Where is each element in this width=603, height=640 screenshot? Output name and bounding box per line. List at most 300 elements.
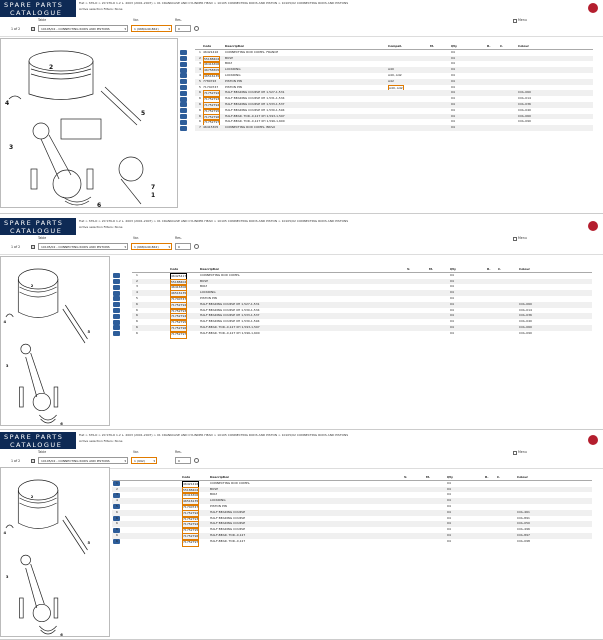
row-ref-number: 4 (199, 67, 201, 72)
part-colour: COL-040 (519, 319, 532, 324)
variant-select[interactable] (131, 25, 172, 32)
header-c[interactable]: C. (497, 475, 501, 479)
part-colour: COL-090 (519, 330, 532, 335)
part-qty: 04 (450, 278, 454, 283)
chevron-down-icon: ▾ (124, 459, 126, 463)
parts-table-row[interactable] (132, 331, 592, 337)
part-description: HALF BEARING COUPLE 0H 1,527-1,531 (225, 90, 285, 95)
table-select[interactable] (38, 457, 128, 464)
header-m[interactable]: M. (426, 475, 431, 479)
header-v[interactable]: V. (404, 475, 408, 479)
row-ref-number: 6 (199, 113, 201, 118)
part-qty: 04 (450, 284, 454, 289)
callout-2[interactable]: 2 (30, 284, 34, 288)
part-qty: 04 (450, 319, 454, 324)
variant-label: Var. (133, 18, 139, 22)
part-qty: 04 (447, 521, 451, 526)
part-code-link[interactable]: 71752795 (203, 108, 220, 116)
part-code-link[interactable]: 71752796 (182, 533, 199, 541)
table-selector-row (0, 17, 603, 37)
part-colour: COL-060 (518, 113, 531, 118)
part-thumbnail-icon[interactable] (180, 73, 187, 78)
chevron-down-icon: ▾ (168, 27, 170, 31)
part-description: HALF-BEAR. TOR.-0,127 0H 1,593-1,597 (200, 325, 260, 329)
table-icon[interactable] (31, 459, 35, 463)
part-qty: 04 (450, 325, 454, 329)
callout-2[interactable]: 2 (30, 495, 34, 499)
part-code-link[interactable]: 7780726 (203, 78, 217, 83)
part-thumbnail-icon[interactable] (180, 68, 187, 73)
header-r[interactable]: R. (487, 267, 491, 271)
header-r[interactable]: R. (485, 475, 489, 479)
variant-select-value: 1 (992) (134, 459, 145, 463)
part-description: PISTON PIN (210, 504, 227, 508)
parts-diagram-svg (1, 39, 179, 209)
part-qty: 04 (451, 113, 455, 118)
part-thumbnail-icon[interactable] (113, 291, 120, 296)
header-colour[interactable]: Colour (519, 267, 530, 271)
part-description: BOLT (225, 61, 233, 66)
part-code-link[interactable]: 46516135 (182, 498, 199, 506)
active-filters-text: Active selection Filters: None (79, 439, 123, 443)
logo-line-1: SPARE PARTS (4, 433, 64, 441)
part-code-link[interactable]: 71740747 (182, 504, 199, 512)
part-qty: 04 (447, 504, 451, 508)
part-compat: A40 (388, 67, 394, 72)
part-thumbnail-icon[interactable] (180, 91, 187, 96)
callout-6[interactable]: 6 (97, 202, 102, 209)
resolution-select-value: 0 (178, 27, 180, 31)
part-colour: COL-060 (519, 325, 532, 329)
gear-icon[interactable] (194, 458, 199, 463)
header-compat[interactable]: Compat. (388, 44, 403, 48)
part-qty: 04 (451, 78, 455, 83)
menu-checkbox[interactable] (513, 451, 517, 455)
part-description: HALF BEARING COUPLE 0H 1,530-1,594 (200, 319, 260, 324)
part-colour: COL-891 (517, 515, 530, 520)
row-ref-number: 7 (199, 125, 201, 130)
part-colour: COL-036 (519, 313, 532, 318)
variant-select-value: 1 (968/A40,B42) (134, 27, 159, 31)
part-code-link[interactable]: 46416306 (182, 492, 199, 500)
row-ref-number: 3 (116, 492, 118, 497)
callout-6[interactable]: 6 (60, 422, 63, 426)
part-qty: 04 (447, 515, 451, 520)
resolution-label: Res. (175, 450, 182, 454)
part-thumbnail-icon[interactable] (180, 62, 187, 67)
part-qty: 04 (450, 330, 454, 335)
resolution-select[interactable] (175, 457, 191, 464)
part-description: BUSH (225, 55, 234, 60)
callout-1[interactable]: 1 (151, 192, 156, 199)
row-ref-number: 6 (136, 307, 138, 312)
resolution-label: Res. (175, 18, 182, 22)
catalogue-panel-3 (0, 432, 603, 640)
part-code-link[interactable]: 71752794 (170, 313, 187, 321)
part-description: HALF-BEAR. TOR.-0,127 0H 1,596-1,600 (200, 330, 260, 335)
part-qty: 04 (451, 102, 455, 106)
part-qty: 04 (451, 67, 455, 72)
part-qty: 04 (450, 313, 454, 318)
part-thumbnail-icon[interactable] (180, 120, 187, 125)
part-code-link[interactable]: 71752792 (182, 510, 199, 518)
row-ref-number: 6 (136, 330, 138, 335)
header-m[interactable]: M. (430, 44, 435, 48)
part-qty: 04 (447, 492, 451, 497)
page-indicator: 1 of 2 (11, 245, 21, 249)
part-code-link[interactable]: 71740747 (203, 84, 219, 89)
part-colour: COL-060 (518, 90, 531, 95)
row-ref-number: 1 (136, 272, 138, 277)
part-qty: 04 (450, 290, 454, 295)
table-label: Table (38, 236, 47, 240)
callout-2[interactable]: 2 (49, 64, 54, 71)
part-code-link[interactable]: 55188404 (203, 56, 220, 64)
parts-table-row[interactable] (195, 125, 593, 131)
part-colour: COL-897 (517, 533, 530, 537)
callout-6[interactable]: 6 (60, 633, 63, 637)
part-code-link[interactable]: 71752794 (182, 521, 199, 529)
part-thumbnail-icon[interactable] (180, 97, 187, 102)
row-ref-number: 6 (116, 538, 118, 543)
part-thumbnail-icon[interactable] (113, 320, 120, 325)
header-qty[interactable]: Qty (450, 267, 456, 271)
active-filters-text: Active selection Filters: None (79, 7, 123, 11)
page-indicator: 1 of 2 (11, 27, 21, 31)
part-compat: A42 (388, 78, 394, 83)
part-colour: COL-014 (519, 307, 532, 312)
part-code-link[interactable]: 71752793 (203, 96, 220, 104)
resolution-select[interactable] (175, 243, 191, 250)
row-ref-number: 4 (116, 498, 118, 503)
variant-select[interactable] (131, 243, 172, 250)
part-description: BOLT (200, 284, 208, 289)
part-description: HALF BEARING COUPLE 0H 1,530-1,534 (200, 307, 260, 312)
header-code[interactable]: Code (170, 267, 179, 271)
exploded-parts-drawing[interactable] (0, 256, 110, 426)
part-code-link[interactable]: 46425417 (170, 273, 187, 281)
part-description: HALF BEARING COUPLE 0H 1,533-1,537 (200, 313, 260, 318)
row-ref-number: 6 (199, 96, 201, 101)
part-colour: COL-496 (517, 527, 530, 532)
menu-label: Menu (518, 236, 527, 240)
gear-icon[interactable] (194, 26, 199, 31)
row-ref-number: 5 (136, 296, 138, 300)
brand-logo-icon (588, 221, 598, 231)
header-colour[interactable]: Colour (517, 475, 528, 479)
catalogue-panel-1 (0, 0, 603, 214)
part-thumbnail-icon[interactable] (180, 50, 187, 55)
logo-line-2: CATALOGUE (10, 9, 63, 17)
part-code-link[interactable]: 46516135 (170, 290, 187, 298)
callout-5[interactable]: 5 (87, 330, 91, 334)
logo-line-1: SPARE PARTS (4, 1, 64, 9)
logo-line-2: CATALOGUE (10, 227, 63, 235)
row-ref-number: 3 (199, 61, 201, 66)
row-ref-number: 6 (116, 515, 118, 520)
table-label: Table (38, 450, 47, 454)
part-thumbnail-icon[interactable] (113, 296, 120, 301)
part-description: HALF BEARING COUPLE (210, 521, 246, 526)
table-select-value: 10105/02 - CONNECTING RODS AND PISTONS (41, 245, 110, 249)
row-ref-number: 6 (136, 319, 138, 324)
row-ref-number: 6 (199, 107, 201, 112)
row-ref-number: 6 (136, 313, 138, 318)
menu-label: Menu (518, 18, 527, 22)
table-select[interactable] (38, 25, 128, 32)
part-thumbnail-icon[interactable] (113, 325, 120, 330)
page-indicator: 1 of 2 (11, 459, 21, 463)
callout-4[interactable]: 4 (3, 531, 7, 535)
part-code-link[interactable]: 46758305 (203, 67, 220, 75)
part-code-link[interactable]: 55188404 (170, 279, 187, 287)
variant-select[interactable] (131, 457, 157, 464)
part-description: PISTON PIN (225, 84, 242, 89)
part-colour: COL-036 (518, 102, 531, 106)
part-thumbnail-icon[interactable] (113, 279, 120, 284)
part-qty: 04 (451, 55, 455, 60)
part-thumbnail-icon[interactable] (180, 102, 187, 107)
part-code-link[interactable]: 46416306 (203, 61, 220, 69)
part-colour: COL-098 (517, 538, 530, 543)
part-compat: A40, A42 (388, 85, 404, 93)
table-label: Table (38, 18, 47, 22)
header-qty[interactable]: Qty (447, 475, 453, 479)
row-ref-number: 2 (136, 278, 138, 283)
part-qty: 04 (450, 296, 454, 300)
row-ref-number: 6 (116, 533, 118, 537)
header-c[interactable]: C. (500, 44, 504, 48)
row-ref-number: 4 (199, 73, 201, 77)
part-description: LOCKRING (210, 498, 226, 503)
part-description: HALF BEARING COUPLE 0H 1,530-1,594 (225, 107, 285, 112)
part-thumbnail-icon[interactable] (180, 108, 187, 113)
callout-3[interactable]: 3 (5, 364, 9, 368)
row-ref-number: 5 (199, 78, 201, 83)
chevron-down-icon: ▾ (153, 459, 155, 463)
part-thumbnail-icon[interactable] (113, 302, 120, 307)
callout-3[interactable]: 3 (5, 575, 9, 579)
part-qty: 04 (451, 73, 455, 77)
header-r[interactable]: R. (487, 44, 491, 48)
part-thumbnail-icon[interactable] (180, 79, 187, 84)
row-ref-number: 6 (136, 325, 138, 329)
part-code-link[interactable]: 71740747 (170, 296, 187, 304)
catalogue-logo (0, 432, 76, 449)
part-description: BUSH (210, 486, 219, 491)
part-description: LOCKRING (225, 67, 241, 72)
catalogue-logo (0, 218, 76, 235)
parts-table-row[interactable] (112, 539, 592, 545)
row-ref-number: 6 (136, 301, 138, 306)
table-select-value: 10105/02 - CONNECTING RODS AND PISTONS (41, 459, 110, 463)
part-qty: 04 (451, 61, 455, 66)
menu-label: Menu (518, 450, 527, 454)
variant-label: Var. (133, 236, 139, 240)
callout-5[interactable]: 5 (141, 110, 146, 117)
part-description: HALF BEARING COUPLE 0H 1,533-1,537 (225, 102, 285, 106)
row-ref-number: 2 (199, 55, 201, 60)
logo-line-2: CATALOGUE (10, 441, 63, 449)
part-description: HALF-BEAR. TOR.-0,127 (210, 538, 246, 543)
part-thumbnail-icon[interactable] (180, 114, 187, 119)
part-description: BOLT (210, 492, 218, 497)
part-code-link[interactable]: 71752793 (182, 516, 199, 524)
part-description: HALF BEARING COUPLE 0H 1,527-1,531 (200, 301, 260, 306)
variant-label: Var. (133, 450, 139, 454)
part-description: CONNECTING ROD COMPL. FRANCE (225, 49, 279, 54)
row-ref-number: 1 (199, 49, 201, 54)
row-ref-number: 6 (199, 90, 201, 95)
part-code-link[interactable]: 46421416 (203, 49, 219, 54)
table-selector-row (0, 449, 603, 469)
header-qty[interactable]: Qty (451, 44, 457, 48)
part-code-link[interactable]: 71752795 (170, 319, 187, 327)
part-qty: 04 (450, 307, 454, 312)
part-qty: 04 (450, 272, 454, 277)
row-ref-number: 5 (199, 84, 201, 89)
variant-select-value: 1 (968/A40,B42) (134, 245, 159, 249)
header-description[interactable]: Description (210, 475, 230, 479)
part-code-link[interactable]: 71752792 (203, 90, 220, 98)
part-thumbnail-icon[interactable] (113, 285, 120, 290)
row-ref-number: 6 (199, 119, 201, 124)
part-code-link[interactable]: 46421416 (182, 481, 199, 489)
part-code-link[interactable]: 46416306 (170, 284, 187, 292)
part-thumbnail-icon[interactable] (180, 85, 187, 90)
row-ref-number: 2 (116, 486, 118, 491)
part-compat: A40, A42 (388, 73, 402, 77)
part-colour: COL-014 (518, 96, 531, 101)
callout-7[interactable]: 7 (151, 184, 156, 191)
row-ref-number: 6 (116, 521, 118, 526)
part-colour: COL-050 (517, 521, 530, 526)
breadcrumb[interactable]: Fiat > STILO > 20 STILO 1.2 L. 2003 (2001-2007) > 01 CRANKCASE AND CYLINDER HEAD > 10105 CONNECTING RODS AND PISTON > 10105/02 CONNECTING RODS AND PISTONS (79, 433, 349, 437)
table-selector-row (0, 235, 603, 255)
part-colour: COL-461 (517, 509, 530, 514)
part-qty: 04 (447, 498, 451, 503)
part-code-link[interactable]: 71752796 (170, 325, 187, 333)
part-description: HALF BEARING COUPLE (210, 527, 246, 532)
part-description: HALF-BEAR. TOR.-0,127 0H 1,593-1,597 (225, 113, 285, 118)
gear-icon[interactable] (194, 244, 199, 249)
header-c[interactable]: C. (498, 267, 502, 271)
callout-4[interactable]: 4 (3, 320, 7, 324)
part-qty: 04 (450, 301, 454, 306)
part-description: HALF BEARING COUPLE (210, 509, 246, 514)
exploded-parts-drawing[interactable] (0, 38, 178, 208)
table-icon[interactable] (31, 245, 35, 249)
part-thumbnail-icon[interactable] (180, 126, 187, 131)
header-description[interactable]: Description (200, 267, 220, 271)
part-qty: 04 (451, 107, 455, 112)
part-code-link[interactable]: 71752797 (182, 539, 199, 547)
resolution-label: Res. (175, 236, 182, 240)
chevron-down-icon: ▾ (168, 245, 170, 249)
part-description: HALF-BEAR. TOR.-0,127 0H 1,596-1,600 (225, 119, 285, 124)
part-code-link[interactable]: 46516135 (203, 73, 220, 81)
header-m[interactable]: M. (429, 267, 434, 271)
part-qty: 04 (447, 486, 451, 491)
part-description: HALF BEARING COUPLE 0H 1,531-1,534 (225, 96, 285, 101)
row-ref-number: 4 (136, 290, 138, 295)
part-qty: 04 (451, 90, 455, 95)
menu-checkbox[interactable] (513, 19, 517, 23)
row-ref-number: 3 (136, 284, 138, 289)
part-thumbnail-icon[interactable] (113, 314, 120, 319)
part-description: BUSH (200, 278, 209, 283)
header-v[interactable]: V. (407, 267, 411, 271)
table-select[interactable] (38, 243, 128, 250)
resolution-select[interactable] (175, 25, 191, 32)
part-qty: 04 (451, 49, 455, 54)
table-select-value: 10105/02 - CONNECTING RODS AND PISTONS (41, 27, 110, 31)
part-code-link[interactable]: 71752797 (170, 331, 187, 339)
breadcrumb[interactable]: Fiat > STILO > 20 STILO 1.2 L. 2003 (2001-2007) > 01 CRANKCASE AND CYLINDER HEAD > 10105 CONNECTING RODS AND PISTON > 10105/02 CONNECTING RODS AND PISTONS (79, 219, 349, 223)
callout-5[interactable]: 5 (87, 541, 91, 545)
part-colour: COL-090 (518, 119, 531, 124)
part-thumbnail-icon[interactable] (113, 308, 120, 313)
part-code-link[interactable]: 71752796 (203, 114, 220, 122)
part-description: HALF BEARING COUPLE (210, 515, 246, 520)
callout-3[interactable]: 3 (9, 144, 14, 151)
row-ref-number: 5 (116, 504, 118, 508)
table-icon[interactable] (31, 27, 35, 31)
header-colour[interactable]: Colour (518, 44, 529, 48)
part-description: PISTON PIN (225, 78, 242, 83)
exploded-parts-drawing[interactable] (0, 467, 110, 637)
parts-diagram-svg (1, 257, 111, 427)
part-code-link[interactable]: 46415305 (203, 125, 219, 130)
row-ref-number: 1 (116, 480, 118, 485)
part-colour: COL-060 (519, 301, 532, 306)
header-description[interactable]: Description (225, 44, 245, 48)
part-code-link[interactable]: 71752797 (203, 119, 220, 127)
part-qty: 04 (451, 84, 455, 89)
part-qty: 04 (451, 119, 455, 124)
breadcrumb[interactable]: Fiat > STILO > 20 STILO 1.2 L. 2003 (2001-2007) > 01 CRANKCASE AND CYLINDER HEAD > 10105 CONNECTING RODS AND PISTON > 10105/02 CONNECTING RODS AND PISTONS (79, 1, 349, 5)
header-code[interactable]: Code (182, 475, 191, 479)
brand-logo-icon (588, 3, 598, 13)
catalogue-panel-2 (0, 218, 603, 430)
resolution-select-value: 0 (178, 245, 180, 249)
brand-logo-icon (588, 435, 598, 445)
chevron-down-icon: ▾ (124, 245, 126, 249)
row-ref-number: 6 (199, 102, 201, 106)
logo-line-1: SPARE PARTS (4, 219, 64, 227)
header-code[interactable]: Code (203, 44, 212, 48)
catalogue-logo (0, 0, 76, 17)
part-code-link[interactable]: 71752794 (203, 102, 220, 110)
part-code-link[interactable]: 71752795 (182, 527, 199, 535)
part-thumbnail-icon[interactable] (113, 331, 120, 336)
part-description: CONNECTING ROD COMPL. (200, 272, 241, 277)
part-description: HALF-BEAR. TOR.-0,127 (210, 533, 246, 537)
chevron-down-icon: ▾ (124, 27, 126, 31)
part-thumbnail-icon[interactable] (113, 273, 120, 278)
part-qty: 04 (451, 96, 455, 101)
part-thumbnail-icon[interactable] (180, 56, 187, 61)
menu-checkbox[interactable] (513, 237, 517, 241)
part-description: LOCKRING (225, 73, 241, 77)
callout-4[interactable]: 4 (5, 100, 10, 107)
active-filters-text: Active selection Filters: None (79, 225, 123, 229)
part-qty: 04 (447, 509, 451, 514)
part-qty: 04 (447, 527, 451, 532)
part-code-link[interactable]: 55188404 (182, 487, 199, 495)
part-code-link[interactable]: 71752793 (170, 308, 187, 316)
part-code-link[interactable]: 71752792 (170, 302, 187, 310)
